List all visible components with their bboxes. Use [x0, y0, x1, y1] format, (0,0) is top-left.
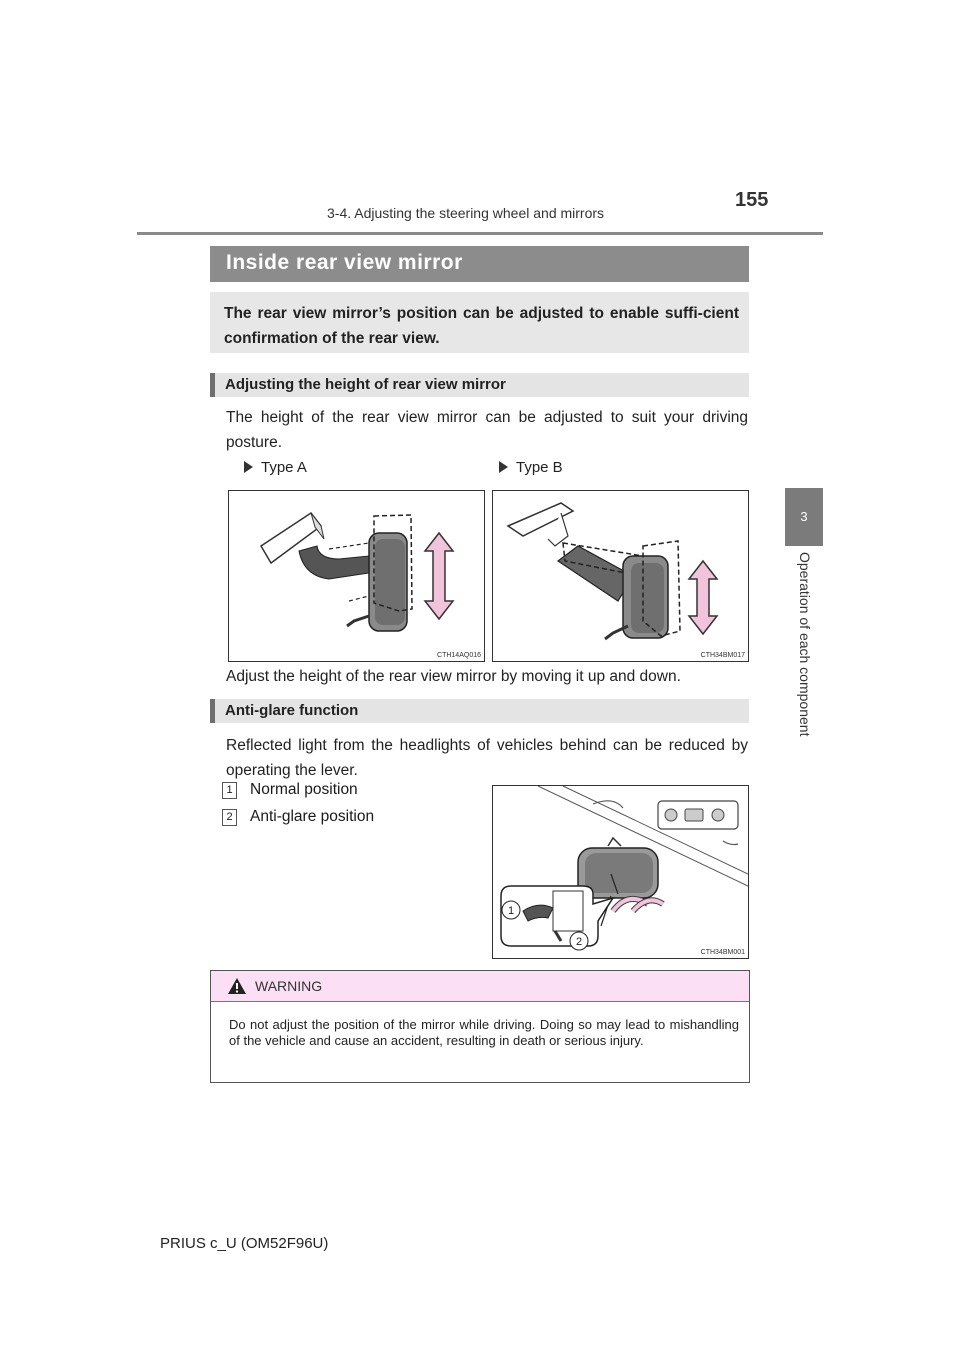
page-number: 155	[735, 189, 769, 211]
triangle-bullet-icon	[499, 461, 508, 473]
intro-text: The rear view mirror’s position can be adjusted to enable suffi-cient confirmation of the rear view.	[224, 305, 739, 347]
warning-box	[210, 970, 750, 1083]
warning-text: Do not adjust the position of the mirror while driving. Doing so may lead to mishandling of the vehicle and cause an accident, resulting in death or serious injury.	[229, 1017, 739, 1048]
height-heading-bar	[210, 373, 749, 397]
warning-label: WARNING	[255, 978, 323, 994]
mirror-type-a-illustration	[229, 491, 484, 661]
figure-a-code: CTH14AQ016	[437, 652, 481, 659]
antiglare-heading-bar	[210, 699, 749, 723]
antiglare-text: Reflected light from the headlights of vehicles behind can be reduced by operating the lever.	[226, 737, 748, 779]
height-heading: Adjusting the height of rear view mirror	[225, 376, 506, 393]
figure-b-code: CTH34BM017	[700, 652, 745, 659]
section-header: 3-4. Adjusting the steering wheel and mirrors	[327, 205, 605, 221]
chapter-title-vertical	[786, 552, 826, 752]
item-number: 1	[222, 782, 237, 799]
callout-2: 2	[575, 936, 583, 948]
mirror-type-b-illustration	[493, 491, 748, 661]
footer-model: PRIUS c_U (OM52F96U)	[160, 1235, 329, 1252]
item-label: Normal position	[250, 781, 358, 798]
list-item	[222, 781, 358, 799]
triangle-bullet-icon	[244, 461, 253, 473]
chapter-title: Operation of each component	[797, 552, 813, 737]
figure-type-a	[228, 490, 485, 662]
figure-type-b	[492, 490, 749, 662]
figure-antiglare-code: CTH34BM001	[700, 949, 745, 956]
warning-header	[211, 971, 749, 1002]
header-rule	[137, 232, 823, 235]
figure-antiglare	[492, 785, 749, 959]
height-text: The height of the rear view mirror can be adjusted to suit your driving posture.	[226, 409, 748, 451]
height-caption: Adjust the height of the rear view mirror by moving it up and down.	[226, 668, 681, 685]
item-number: 2	[222, 809, 237, 826]
intro-box	[210, 292, 749, 353]
list-item	[222, 808, 374, 826]
type-a-label: Type A	[244, 459, 307, 476]
antiglare-heading: Anti-glare function	[225, 702, 359, 719]
chapter-tab: 3	[785, 488, 823, 546]
page-title-bar	[210, 246, 749, 282]
type-b-label: Type B	[499, 459, 563, 476]
antiglare-lever-illustration	[493, 786, 748, 958]
item-label: Anti-glare position	[250, 808, 375, 825]
callout-1: 1	[507, 905, 515, 917]
warning-triangle-icon	[227, 977, 247, 995]
page-title: Inside rear view mirror	[226, 251, 463, 274]
